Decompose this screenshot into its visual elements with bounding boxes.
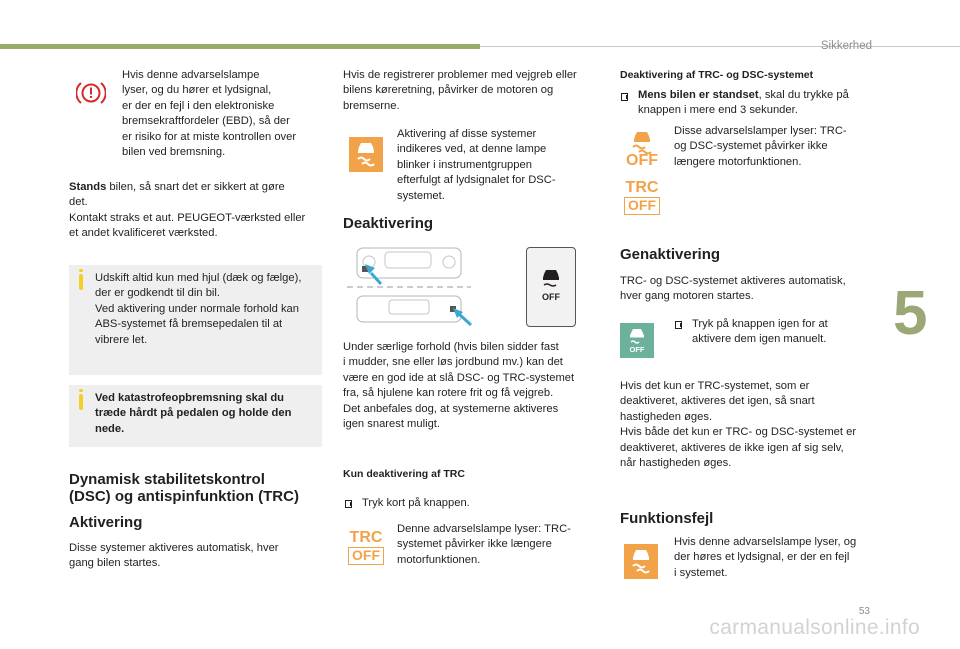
info-icon xyxy=(79,274,83,290)
header-accent-bar xyxy=(0,44,480,49)
trc-off-lamp-icon: TRC OFF xyxy=(349,529,383,563)
note-emergency-text: Ved katastrofeopbremsning skal du træde hårdt på pedalen og holde den nede. xyxy=(95,392,292,435)
funktionsfejl-text: Hvis denne advarselslampe lyser, og der høres et lydsignal, er der en fejl i systemet. xyxy=(674,536,857,579)
lamps-text: Disse advarselslamper lyser: TRC- og DSC-systemet påvirker ikke længere motorfunktionen. xyxy=(674,125,847,168)
stands-rest: bilen, så snart det er sikkert at gøre det. Kontakt straks et aut. PEUGEOT-værksted eller et andet kvalificeret værksted. xyxy=(69,181,306,240)
intro-text: Hvis de registrerer problemer med vejgreb eller bilens køreretning, påvirker de motoren og bremserne. xyxy=(343,69,577,112)
trc-off-lamp-icon-2: TRC OFF xyxy=(625,179,659,213)
tryk-igen-text: Tryk på knappen igen for at aktivere dem igen manuelt. xyxy=(692,318,828,346)
subheading-trc-only: Kun deaktivering af TRC xyxy=(343,468,465,480)
step-rest: , skal du trykke på knappen i mere end 3 sekunder. xyxy=(638,89,849,117)
genaktivering-text: TRC- og DSC-systemet aktiveres automatisk, hver gang motoren startes. xyxy=(620,275,846,303)
header-rule xyxy=(480,46,960,47)
deaktivering-text: Under særlige forhold (hvis bilen sidder fast i mudder, sne eller løs jordbund mv.) kan det være en god ide at slå DSC- og TRC-systemet fra, så hjulene kan rotere frit og få vejgreb. Det anbefales dog, at systemerne aktiveres igen snarest muligt. xyxy=(343,341,575,431)
stands-bold: Stands xyxy=(69,181,107,193)
dsc-off-button-label: OFF xyxy=(542,292,560,302)
heading-funktionsfejl: Funktionsfejl xyxy=(620,510,714,527)
dashboard-illustration xyxy=(345,244,475,328)
note-wheels-text: Udskift altid kun med hjul (dæk og fælge), der er godkendt til din bil. Ved aktivering under normale forhold kan ABS-systemet få bremsepedalen til at vibrere let. xyxy=(95,272,302,346)
bullet-icon xyxy=(675,321,682,329)
dsc-lamp-icon xyxy=(349,137,383,172)
chapter-number: 5 xyxy=(893,279,928,348)
ebd-warning-icon xyxy=(76,80,106,106)
tryk-kort-text: Tryk kort på knappen. xyxy=(362,497,470,509)
heading-deaktivering: Deaktivering xyxy=(343,215,434,232)
subheading-deaktivering-trc-dsc: Deaktivering af TRC- og DSC-systemet xyxy=(620,69,814,81)
heading-dsc-trc: Dynamisk stabilitetskontrol (DSC) og antispinfunktion (TRC) xyxy=(69,471,299,505)
aktivering-text: Disse systemer aktiveres automatisk, hver gang bilen startes. xyxy=(69,542,279,570)
genaktivering-details: Hvis det kun er TRC-systemet, som er deaktiveret, aktiveres det igen, så snart hastigheden øges. Hvis både det kun er TRC- og DSC-systemet er deaktiveret, aktiveres de ikke igen af sig selv, når hastigheden øges. xyxy=(620,380,857,470)
heading-aktivering: Aktivering xyxy=(69,514,143,531)
dsc-off-lamp-icon: OFF xyxy=(624,128,660,170)
section-title: Sikkerhed xyxy=(820,40,872,52)
heading-genaktivering: Genaktivering xyxy=(620,246,721,263)
bullet-icon xyxy=(345,500,352,508)
dsc-off-button-icon: OFF xyxy=(620,323,654,358)
trc-lamp-text: Denne advarselslampe lyser: TRC- systemet påvirker ikke længere motorfunktionen. xyxy=(397,523,571,566)
step-stands-text xyxy=(638,88,878,119)
aktivering-lamp-text: Aktivering af disse systemer indikeres ved, at denne lampe blinker i instrumentgruppen efterfulgt af lydsignalet for DSC- systemet. xyxy=(397,128,556,202)
watermark: carmanualsonline.info xyxy=(709,616,920,639)
info-icon xyxy=(79,394,83,410)
dsc-off-button[interactable] xyxy=(526,247,576,327)
stands-paragraph xyxy=(69,180,329,242)
note-emergency-braking xyxy=(69,385,322,447)
bullet-icon xyxy=(621,93,628,101)
page-number: 53 xyxy=(858,606,870,617)
note-wheels xyxy=(69,265,322,375)
dsc-fault-lamp-icon xyxy=(624,544,658,579)
ebd-warning-text: Hvis denne advarselslampe lyser, og du hører et lydsignal, er der en fejl i den elektroniske bremsekraftfordeler (EBD), så der er risiko for at miste kontrollen over bilen ved bremsning. xyxy=(122,69,297,159)
step-bold: Mens bilen er standset xyxy=(638,89,759,101)
